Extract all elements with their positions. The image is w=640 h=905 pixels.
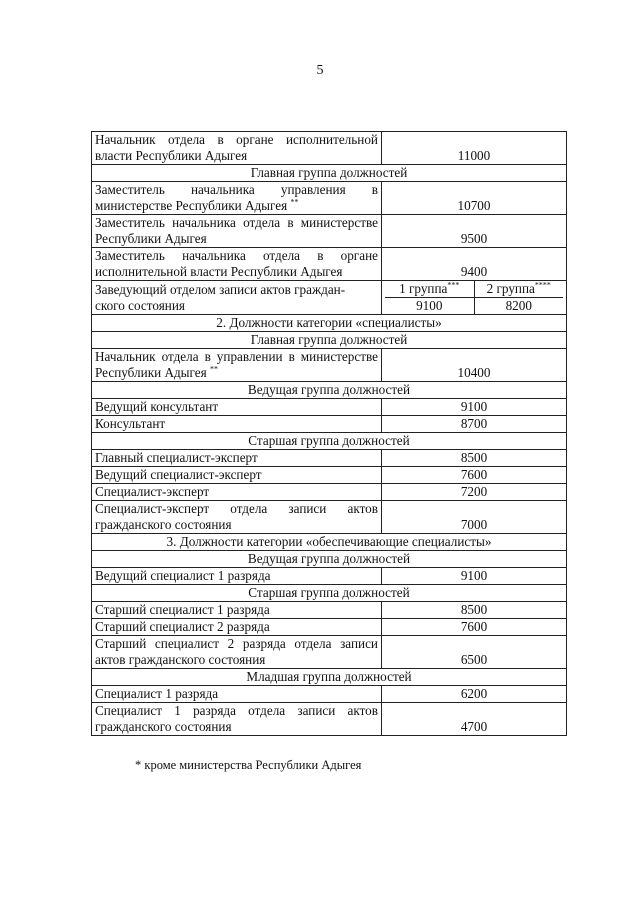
- salary-value: 9400: [382, 248, 567, 281]
- position-name: Консультант: [92, 416, 382, 433]
- group-header: Ведущая группа должностей: [92, 382, 567, 399]
- table-row: [92, 568, 567, 585]
- table-row: [92, 703, 567, 736]
- position-name: Специалист-эксперт отдела записи актов гражданского состояния: [92, 501, 382, 534]
- group-header-row: [92, 165, 567, 182]
- position-name: Главный специалист-эксперт: [92, 450, 382, 467]
- position-name: Старший специалист 1 разряда: [92, 602, 382, 619]
- group-header: Ведущая группа должностей: [92, 551, 567, 568]
- salary-value: 6200: [382, 686, 567, 703]
- salary-value: 8500: [382, 450, 567, 467]
- salary-value: 10400: [382, 349, 567, 382]
- group-header-row: [92, 585, 567, 602]
- group-header-row: [92, 669, 567, 686]
- salary-value: 7600: [382, 619, 567, 636]
- footnote-mark: ***: [447, 280, 460, 290]
- group1-label: 1 группа***: [399, 280, 460, 296]
- group-header: Главная группа должностей: [92, 165, 567, 182]
- position-name: Старший специалист 2 разряда: [92, 619, 382, 636]
- footnote-mark: **: [290, 197, 299, 207]
- table-row: [92, 501, 567, 534]
- group1-value: 9100: [416, 298, 443, 313]
- position-name: Старший специалист 2 разряда отдела записи актов гражданского состояния: [92, 636, 382, 669]
- salary-value: 9100: [382, 568, 567, 585]
- position-name: Начальник отдела в органе исполнительной власти Республики Адыгея: [92, 132, 382, 165]
- salary-table: [91, 131, 567, 736]
- group2-label: 2 группа****: [474, 281, 564, 297]
- position-name: Специалист 1 разряда: [92, 686, 382, 703]
- salary-value: 11000: [382, 132, 567, 165]
- table-row: [92, 450, 567, 467]
- position-name-text: Начальник отдела в управлении в министерстве Республики Адыгея: [95, 349, 378, 380]
- table-row: [92, 686, 567, 703]
- table-row: [92, 467, 567, 484]
- table-row: [92, 484, 567, 501]
- group-header-row: [92, 551, 567, 568]
- position-name: Ведущий специалист 1 разряда: [92, 568, 382, 585]
- table-row: [92, 399, 567, 416]
- group2-value: 8200: [474, 298, 564, 314]
- table-row: [92, 349, 567, 382]
- category-header: 2. Должности категории «специалисты»: [92, 315, 567, 332]
- group-header-row: [92, 433, 567, 450]
- category-header-row: [92, 534, 567, 551]
- salary-value: 8700: [382, 416, 567, 433]
- position-name-line2: ского состояния: [95, 298, 185, 313]
- salary-value: 9500: [382, 215, 567, 248]
- position-name: Заместитель начальника отдела в министерстве Республики Адыгея: [92, 215, 382, 248]
- group-header-row: [92, 382, 567, 399]
- position-name-line1: Заведующий отделом записи актов граждан-: [95, 282, 346, 297]
- salary-value: 7000: [382, 501, 567, 534]
- footnote-mark: **: [210, 364, 218, 374]
- salary-value: 7600: [382, 467, 567, 484]
- table-row: [92, 281, 567, 315]
- salary-value: 9100: [382, 399, 567, 416]
- group-header: Младшая группа должностей: [92, 669, 567, 686]
- table-row: [92, 248, 567, 281]
- group-labels: [385, 281, 563, 298]
- salary-value: 4700: [382, 703, 567, 736]
- page-number: 5: [316, 63, 324, 78]
- table-row: [92, 132, 567, 165]
- table-row: [92, 619, 567, 636]
- table-row: [92, 215, 567, 248]
- table-row: [92, 602, 567, 619]
- position-name: [92, 281, 382, 315]
- table-row: [92, 416, 567, 433]
- group-split-cell: [382, 281, 567, 315]
- salary-value: 7200: [382, 484, 567, 501]
- footnote-mark: ****: [534, 280, 551, 290]
- position-name: [92, 349, 382, 382]
- position-name: Ведущий консультант: [92, 399, 382, 416]
- salary-value: 6500: [382, 636, 567, 669]
- category-header: 3. Должности категории «обеспечивающие специалисты»: [92, 534, 567, 551]
- group-header: Главная группа должностей: [92, 332, 567, 349]
- group-values: [385, 298, 563, 314]
- position-name: Ведущий специалист-эксперт: [92, 467, 382, 484]
- position-name: Специалист 1 разряда отдела записи актов гражданского состояния: [92, 703, 382, 736]
- group-header-row: [92, 332, 567, 349]
- position-name-text: Заместитель начальника управления в министерстве Республики Адыгея: [95, 182, 378, 213]
- category-header-row: [92, 315, 567, 332]
- group-header: Старшая группа должностей: [92, 585, 567, 602]
- footnote: * кроме министерства Республики Адыгея: [135, 758, 362, 772]
- group-header: Старшая группа должностей: [92, 433, 567, 450]
- position-name: Специалист-эксперт: [92, 484, 382, 501]
- position-name: Заместитель начальника отдела в органе исполнительной власти Республики Адыгея: [92, 248, 382, 281]
- position-name: [92, 182, 382, 215]
- table-row: [92, 182, 567, 215]
- salary-value: 8500: [382, 602, 567, 619]
- salary-value: 10700: [382, 182, 567, 215]
- table-row: [92, 636, 567, 669]
